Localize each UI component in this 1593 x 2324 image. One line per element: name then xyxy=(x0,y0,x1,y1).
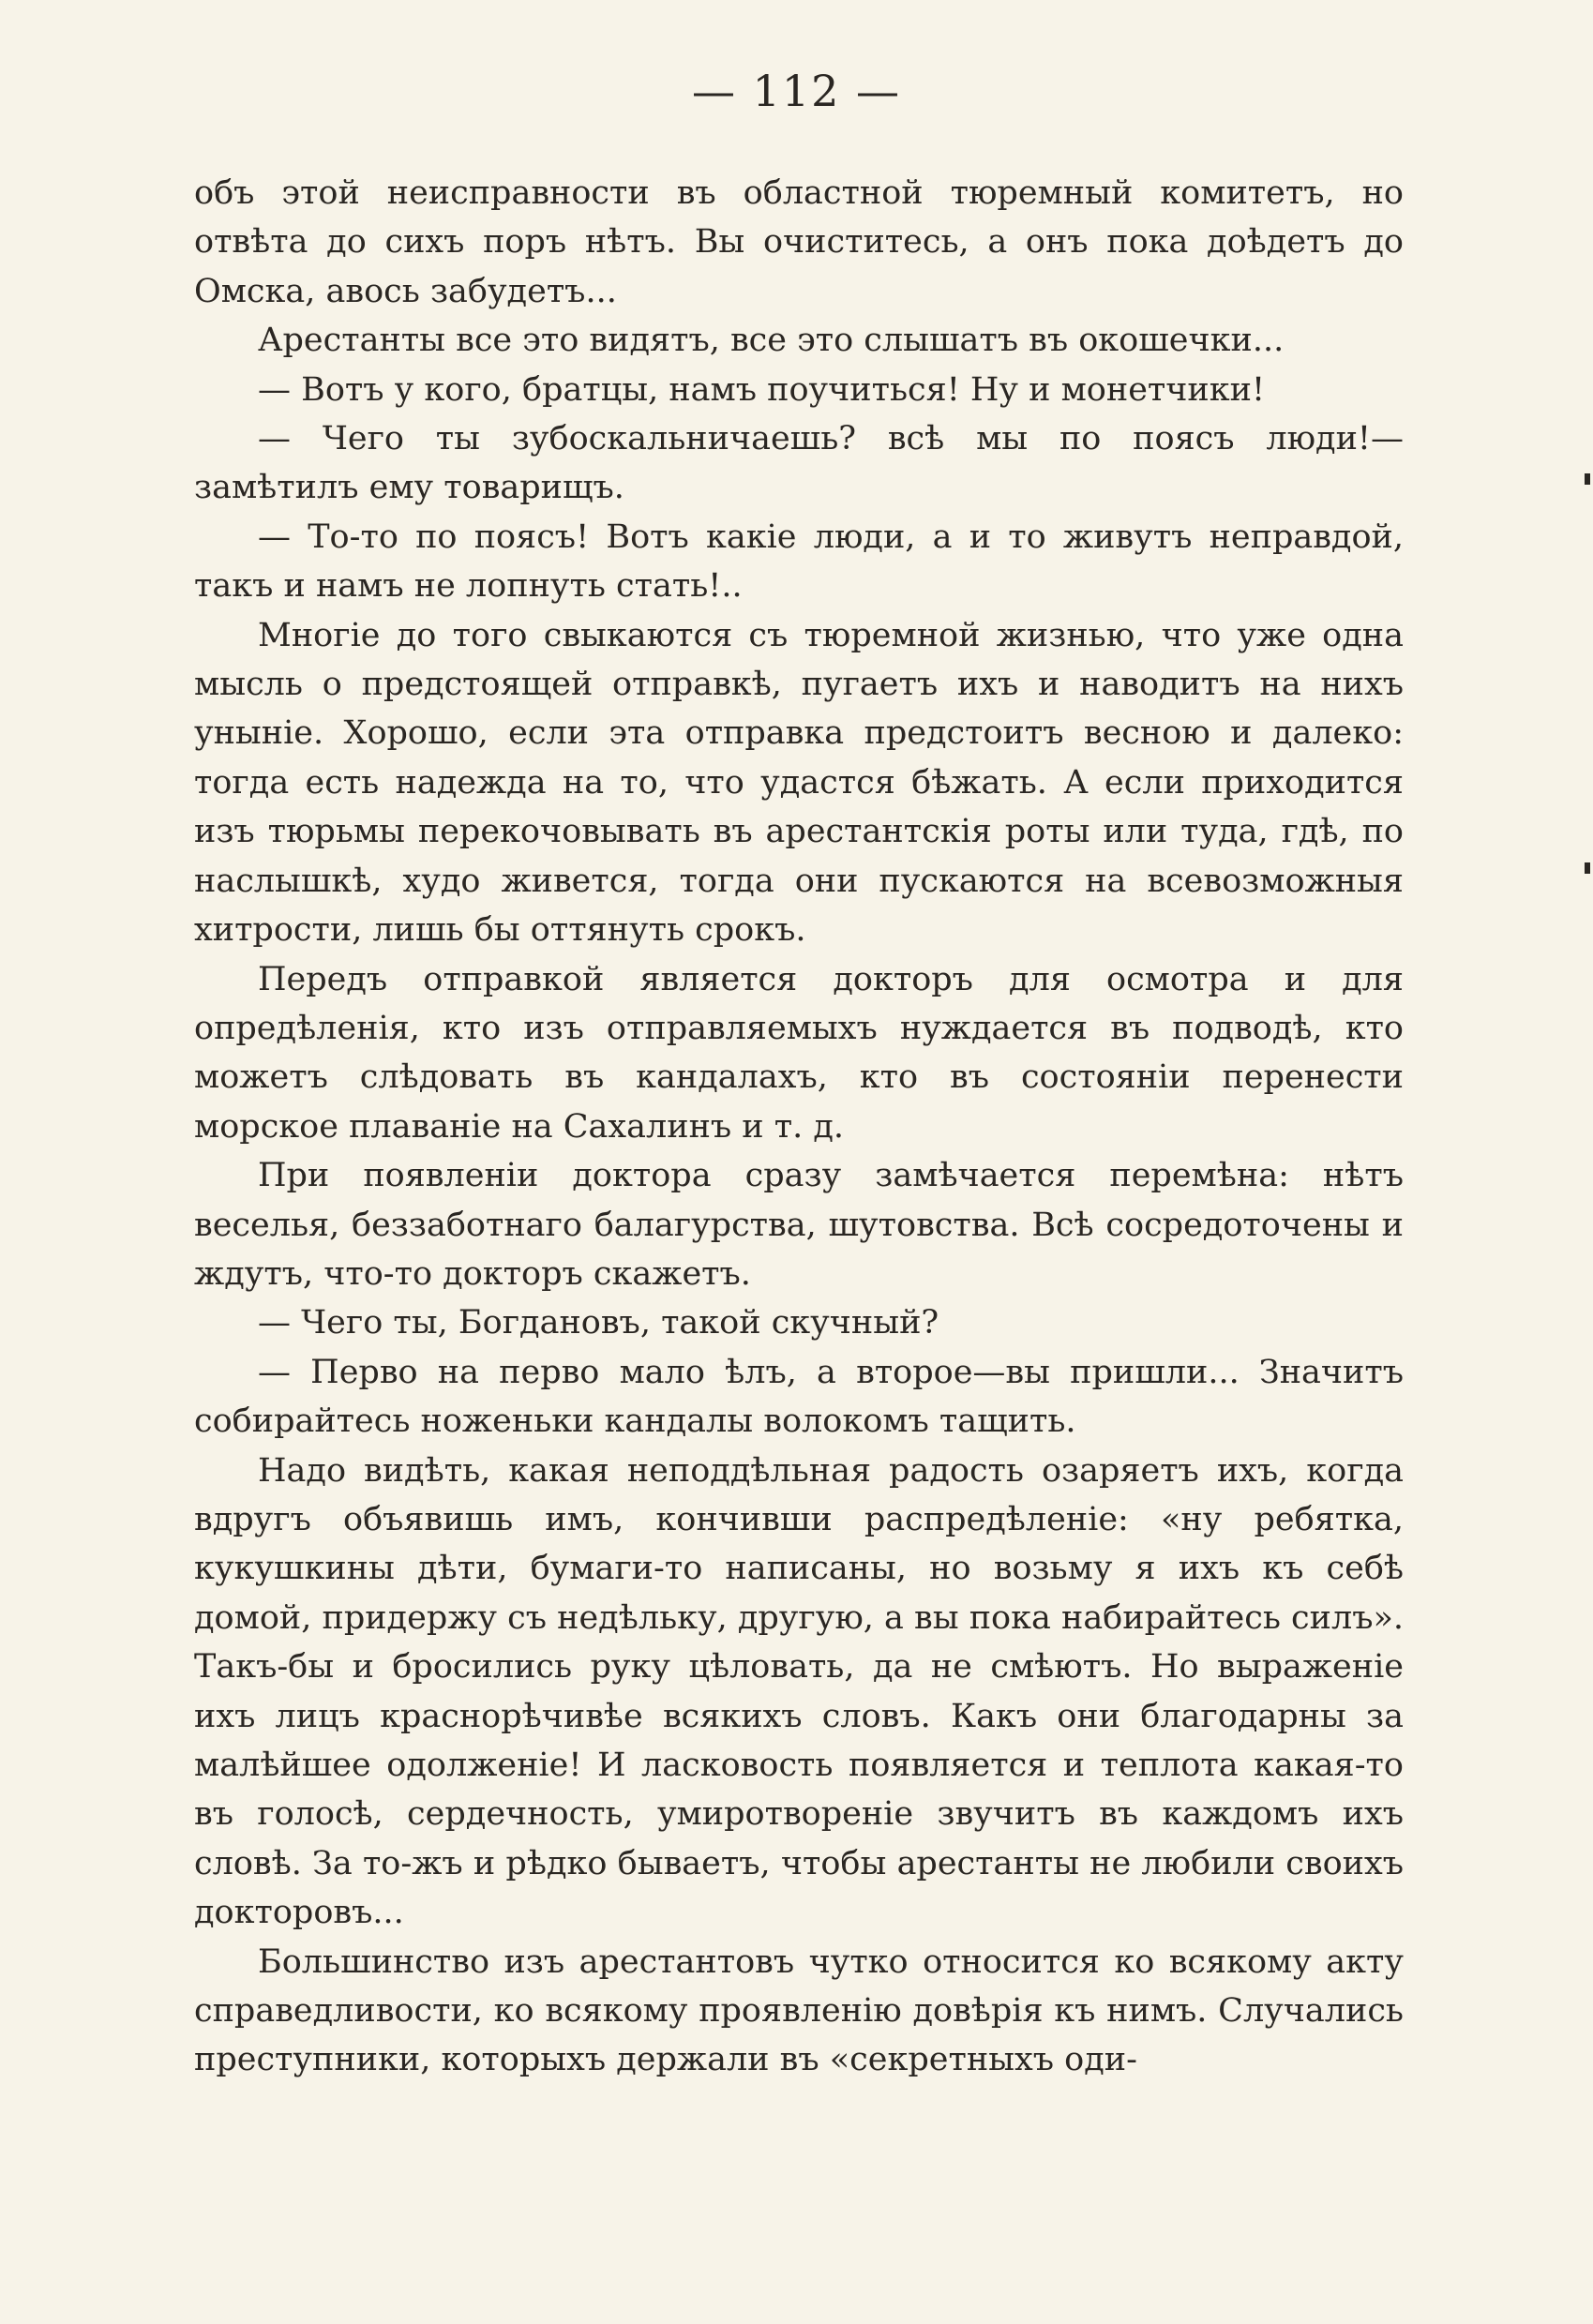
paragraph: Многіе до того свыкаются съ тюремной жизнью, что уже одна мысль о предстоящей отправкѣ, пугаетъ ихъ и наводитъ на нихъ уныніе. Хорошо, если эта отправка предстоитъ весною и далеко: тогда есть надежда на то, что удастся бѣжать. А если приходится изъ тюрьмы перекочовывать въ арестантскія роты или туда, гдѣ, по наслышкѣ, худо живется, тогда они пускаются на всевозможныя хитрости, лишь бы оттянуть срокъ. xyxy=(194,616,1404,950)
paragraph: Передъ отправкой является докторъ для осмотра и для опредѣленія, кто изъ отправляемыхъ нуждается въ подводѣ, кто можетъ слѣдовать въ кандалахъ, кто въ состояніи перенести морское плаваніе на Сахалинъ и т. д. xyxy=(194,960,1404,1146)
paragraph: — То-то по поясъ! Вотъ какіе люди, а и то живутъ неправдой, такъ и намъ не лопнуть стать!.. xyxy=(194,517,1404,606)
paragraph: — Чего ты, Богдановъ, такой скучный? xyxy=(258,1304,939,1342)
paragraph: — Перво на перво мало ѣлъ, а второе—вы пришли... Значитъ собирайтесь ноженьки кандалы волокомъ тащить. xyxy=(194,1353,1404,1441)
paragraph: — Чего ты зубоскальничаешь? всѣ мы по поясъ люди!— замѣтилъ ему товарищъ. xyxy=(194,420,1404,507)
paragraph: — Вотъ у кого, братцы, намъ поучиться! Ну и монетчики! xyxy=(258,370,1266,409)
paragraph: Большинство изъ арестантовъ чутко относится ко всякому акту справедливости, ко всякому проявленію довѣрія къ нимъ. Случались преступники, которыхъ держали въ «секретныхъ оди- xyxy=(194,1942,1404,2079)
margin-mark xyxy=(1585,862,1590,874)
page-number: — 112 — xyxy=(691,66,902,116)
page-body xyxy=(194,169,1404,2085)
paragraph: Надо видѣть, какая неподдѣльная радость озаряетъ ихъ, когда вдругъ объявишь имъ, кончивши распредѣленіе: «ну ребятка, кукушкины дѣти, бумаги-то написаны, но возьму я ихъ къ себѣ домой, придержу съ недѣльку, другую, а вы пока набирайтесь силъ». Такъ-бы и бросились руку цѣловать, да не смѣютъ. Но выраженіе ихъ лицъ краснорѣчивѣе всякихъ словъ. Какъ они благодарны за малѣйшее одолженіе! И ласковость появляется и теплота какая-то въ голосѣ, сердечность, умиротвореніе звучитъ въ каждомъ ихъ словѣ. За то-жъ и рѣдко бываетъ, чтобы арестанты не любили своихъ докторовъ... xyxy=(194,1451,1405,1932)
paragraph: объ этой неисправности въ областной тюремный комитетъ, но отвѣта до сихъ поръ нѣтъ. Вы очиститесь, а онъ пока доѣдетъ до Омска, авось забудетъ... xyxy=(194,174,1404,310)
margin-mark xyxy=(1585,473,1590,485)
paragraph: Арестанты все это видятъ, все это слышатъ въ окошечки... xyxy=(258,322,1285,360)
paragraph: При появленіи доктора сразу замѣчается перемѣна: нѣтъ веселья, беззаботнаго балагурства, шутовства. Всѣ сосредоточены и ждутъ, что-то докторъ скажетъ. xyxy=(194,1157,1404,1293)
